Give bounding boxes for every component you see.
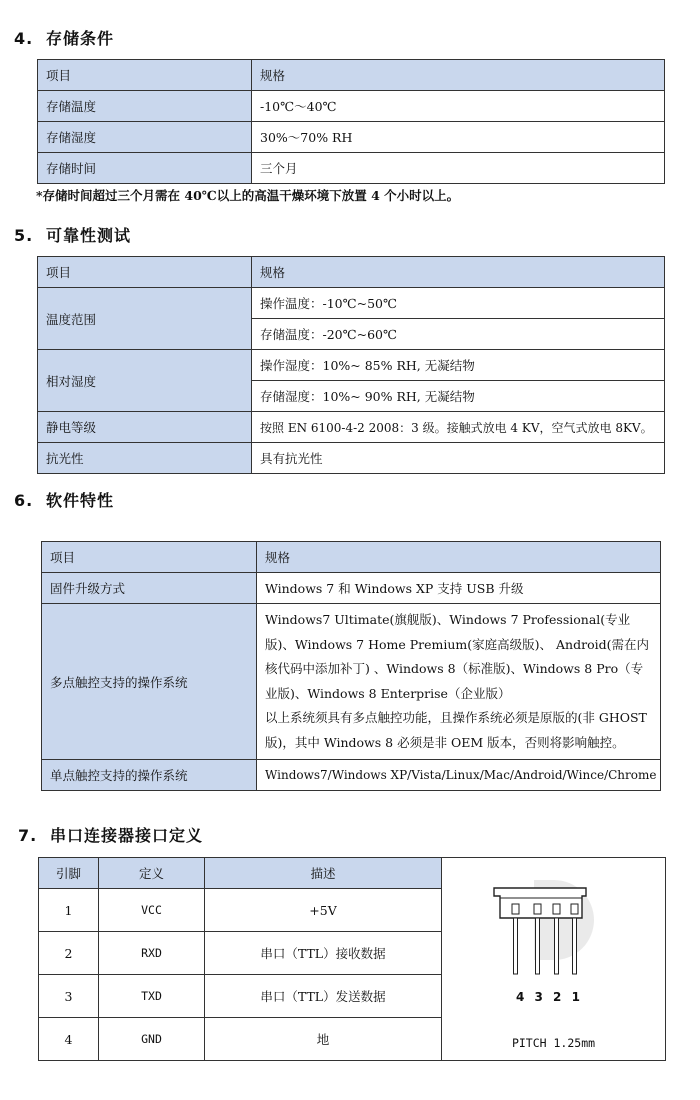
software-features-table xyxy=(41,541,661,791)
header-cell: 项目 xyxy=(38,60,252,91)
row-value: 存储湿度：10%~ 90% RH, 无凝结物 xyxy=(252,381,665,412)
definition-cell: VCC xyxy=(99,889,205,932)
row-label: 多点触控支持的操作系统 xyxy=(42,604,257,760)
pin-lead xyxy=(555,918,559,974)
definition-cell: RXD xyxy=(99,932,205,975)
description-cell: +5V xyxy=(205,889,442,932)
pin-lead xyxy=(573,918,577,974)
pin-window xyxy=(534,904,541,914)
description-cell: 串口（TTL）发送数据 xyxy=(205,975,442,1018)
section-number: 7. xyxy=(18,826,38,845)
header-cell: 引脚 xyxy=(39,858,99,889)
pin-window xyxy=(512,904,519,914)
definition-cell: TXD xyxy=(99,975,205,1018)
row-value: 30%～70% RH xyxy=(252,122,665,153)
row-label: 存储湿度 xyxy=(38,122,252,153)
section-title: 串口连接器接口定义 xyxy=(50,826,204,845)
pin-lead xyxy=(536,918,540,974)
table-row xyxy=(38,122,665,153)
pitch-label: PITCH 1.25mm xyxy=(511,1036,596,1050)
table-row xyxy=(38,288,665,319)
description-cell: 地 xyxy=(205,1018,442,1061)
row-label: 单点触控支持的操作系统 xyxy=(42,760,257,791)
section-number: 5. xyxy=(14,226,34,245)
multi-touch-os-list: Windows7 Ultimate(旗舰版)、Windows 7 Professional(专业版)、Windows 7 Home Premium(家庭高级版)、 Android(需在内核代码中添加补丁) 、Windows 8（标准版)、Windows 8 Pro（专业版)、Windows 8 Enterprise（企业版） xyxy=(265,612,649,701)
connector-diagram-cell xyxy=(442,858,666,1061)
pin-cell: 2 xyxy=(39,932,99,975)
row-value: 操作温度：-10℃~50℃ xyxy=(252,288,665,319)
section-number: 6. xyxy=(14,491,34,510)
row-value: 三个月 xyxy=(252,153,665,184)
row-value xyxy=(257,604,661,760)
description-cell: 串口（TTL）接收数据 xyxy=(205,932,442,975)
table-row xyxy=(38,350,665,381)
storage-conditions-table xyxy=(37,59,665,184)
table-row xyxy=(38,91,665,122)
table-header-row xyxy=(42,542,661,573)
row-label: 抗光性 xyxy=(38,443,252,474)
pin-cell: 1 xyxy=(39,889,99,932)
row-label: 相对湿度 xyxy=(38,350,252,412)
multi-touch-os-note: 以上系统须具有多点触控功能，且操作系统必须是原版的(非 GHOST 版)，其中 Windows 8 必须是非 OEM 版本，否则将影响触控。 xyxy=(265,710,647,750)
header-cell: 项目 xyxy=(38,257,252,288)
table-row xyxy=(42,760,661,791)
row-value: -10℃～40℃ xyxy=(252,91,665,122)
row-value: 按照 EN 6100-4-2 2008：3 级。接触式放电 4 KV，空气式放电 8KV。 xyxy=(252,412,665,443)
pin-number-labels: 4 3 2 1 xyxy=(516,990,580,1004)
section-number: 4. xyxy=(14,29,34,48)
header-cell: 规格 xyxy=(252,60,665,91)
section-title: 可靠性测试 xyxy=(46,226,132,245)
pin-lead xyxy=(514,918,518,974)
row-label: 静电等级 xyxy=(38,412,252,443)
row-label: 存储时间 xyxy=(38,153,252,184)
table-row xyxy=(38,153,665,184)
header-cell: 规格 xyxy=(257,542,661,573)
connector-diagram xyxy=(442,858,666,1058)
storage-note: *存储时间超过三个月需在 40℃以上的高温干燥环境下放置 4 个小时以上。 xyxy=(36,188,460,203)
row-label: 固件升级方式 xyxy=(42,573,257,604)
table-header-row xyxy=(38,60,665,91)
pin-window xyxy=(571,904,578,914)
pin-cell: 4 xyxy=(39,1018,99,1061)
table-header-row xyxy=(39,858,666,889)
row-value: 操作湿度：10%~ 85% RH, 无凝结物 xyxy=(252,350,665,381)
section-title: 存储条件 xyxy=(46,29,115,48)
table-header-row xyxy=(38,257,665,288)
row-label: 温度范围 xyxy=(38,288,252,350)
section-title: 软件特性 xyxy=(46,491,115,510)
row-label: 存储温度 xyxy=(38,91,252,122)
header-cell: 描述 xyxy=(205,858,442,889)
row-value: Windows7/Windows XP/Vista/Linux/Mac/Android/Wince/Chrome xyxy=(257,760,661,791)
pin-cell: 3 xyxy=(39,975,99,1018)
pin-window xyxy=(553,904,560,914)
header-cell: 项目 xyxy=(42,542,257,573)
header-cell: 规格 xyxy=(252,257,665,288)
definition-cell: GND xyxy=(99,1018,205,1061)
table-row xyxy=(38,443,665,474)
section-5-heading xyxy=(14,223,131,246)
section-7-heading xyxy=(18,823,203,846)
table-row xyxy=(42,573,661,604)
table-row xyxy=(42,604,661,760)
table-row xyxy=(38,412,665,443)
header-cell: 定义 xyxy=(99,858,205,889)
serial-connector-table xyxy=(38,857,666,1061)
reliability-test-table xyxy=(37,256,665,474)
row-value: 存储温度：-20℃~60℃ xyxy=(252,319,665,350)
row-value: 具有抗光性 xyxy=(252,443,665,474)
section-6-heading xyxy=(14,488,114,511)
section-4-heading xyxy=(14,26,114,49)
row-value: Windows 7 和 Windows XP 支持 USB 升级 xyxy=(257,573,661,604)
